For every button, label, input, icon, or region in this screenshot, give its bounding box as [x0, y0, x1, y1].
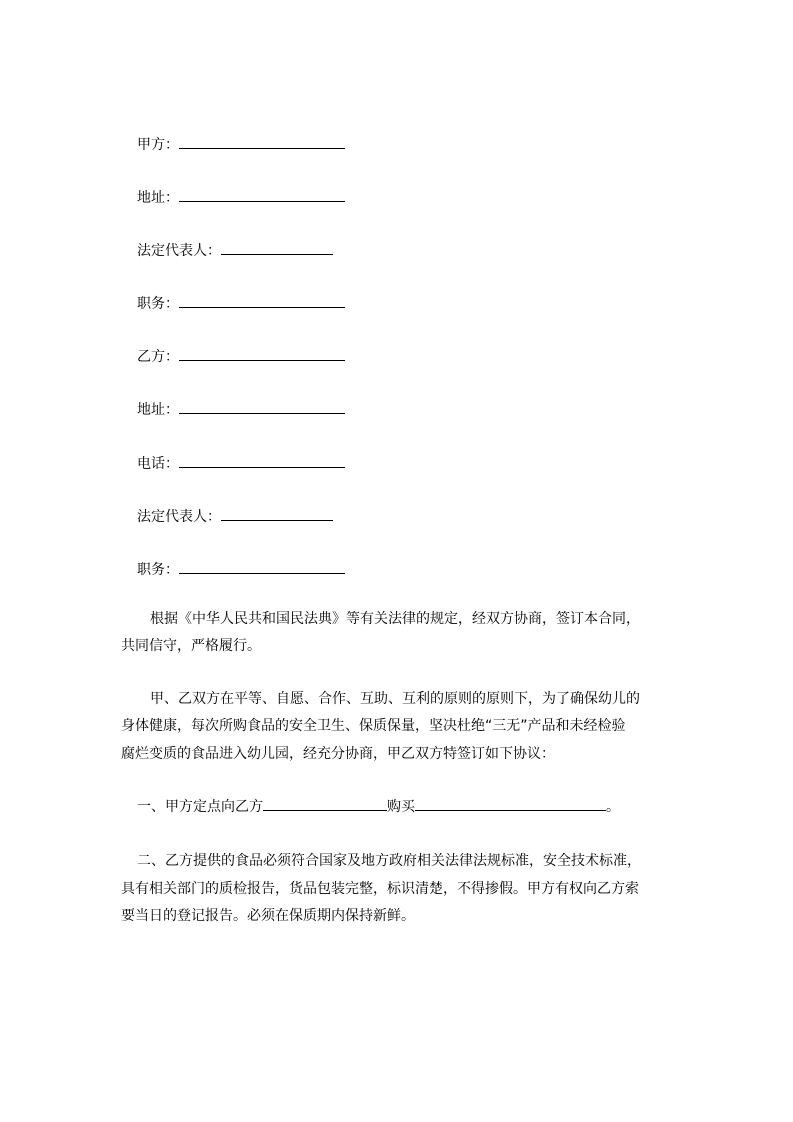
phone-b-blank[interactable]: [179, 452, 345, 468]
clause-2-line-2: 具有相关部门的质检报告，货品包装完整，标识清楚，不得掺假。甲方有权向乙方索: [121, 881, 639, 897]
clause-1: [137, 794, 620, 822]
paragraph-2-line-1: 甲、乙双方在平等、自愿、合作、互助、互利的原则的原则下，为了确保幼儿的: [150, 691, 640, 707]
address-a-field: [137, 186, 345, 207]
address-b-label: 地址：: [137, 402, 179, 418]
legal-rep-a-field: [137, 239, 333, 260]
party-b-label: 乙方：: [137, 349, 179, 365]
address-a-label: 地址：: [137, 190, 179, 206]
clause-1-prefix: 一、甲方定点向乙方: [137, 799, 263, 815]
legal-rep-a-label: 法定代表人：: [137, 243, 221, 259]
position-b-field: [137, 558, 345, 579]
party-b-blank[interactable]: [179, 345, 345, 361]
address-a-blank[interactable]: [179, 186, 345, 202]
party-a-field: [137, 133, 345, 154]
legal-rep-b-field: [137, 505, 333, 526]
address-b-field: [137, 398, 345, 419]
clause-1-supplier-blank[interactable]: [263, 795, 387, 811]
legal-rep-a-blank[interactable]: [221, 239, 333, 255]
paragraph-2-line-2: 身体健康，每次所购食品的安全卫生、保质保量，坚决杜绝“三无”产品和未经检验: [121, 718, 626, 734]
clause-1-goods-blank[interactable]: [415, 795, 606, 811]
position-a-field: [137, 292, 345, 313]
party-b-field: [137, 345, 345, 366]
clause-2-line-3: 要当日的登记报告。必须在保质期内保持新鲜。: [121, 908, 415, 924]
paragraph-1-line-1: 根据《中华人民共和国民法典》等有关法律的规定，经双方协商，签订本合同，: [150, 611, 640, 627]
party-a-label: 甲方：: [137, 137, 179, 153]
position-b-label: 职务：: [137, 562, 179, 578]
party-a-blank[interactable]: [179, 133, 345, 149]
position-a-blank[interactable]: [179, 292, 345, 308]
clause-1-middle: 购买: [387, 799, 415, 815]
legal-rep-b-blank[interactable]: [221, 505, 333, 521]
clause-1-suffix: 。: [606, 799, 620, 815]
legal-rep-b-label: 法定代表人：: [137, 509, 221, 525]
clause-2-line-1: 二、乙方提供的食品必须符合国家及地方政府相关法律法规标准，安全技术标准，: [137, 853, 641, 869]
position-a-label: 职务：: [137, 296, 179, 312]
paragraph-1-line-2: 共同信守，严格履行。: [121, 638, 261, 654]
phone-b-label: 电话：: [137, 456, 179, 472]
position-b-blank[interactable]: [179, 558, 345, 574]
address-b-blank[interactable]: [179, 398, 345, 414]
paragraph-2-line-3: 腐烂变质的食品进入幼儿园，经充分协商，甲乙双方特签订如下协议：: [121, 746, 555, 762]
phone-b-field: [137, 452, 345, 473]
